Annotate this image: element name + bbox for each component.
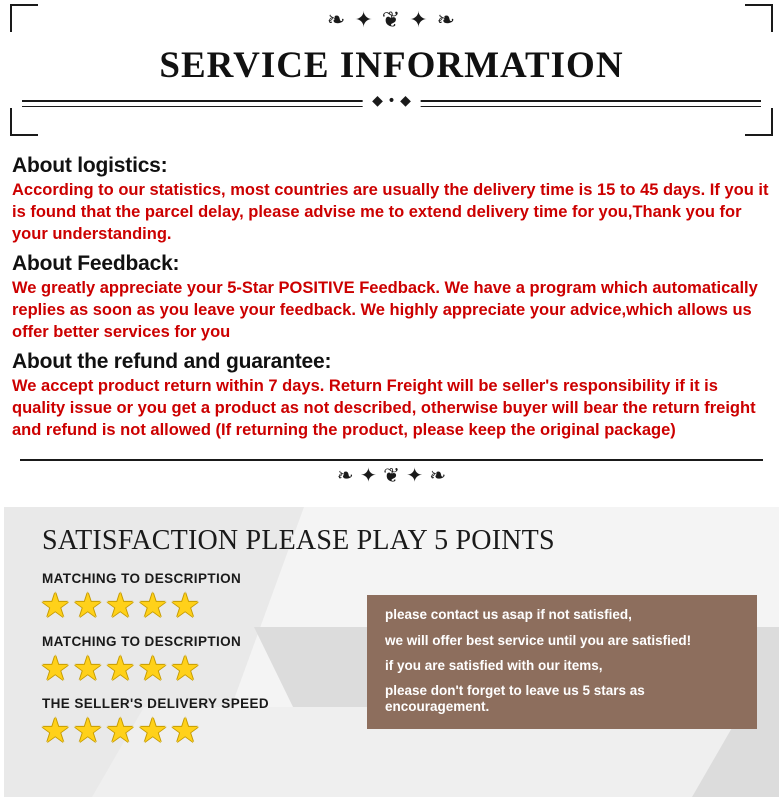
divider-flourish-icon: ❧ ✦ ❦ ✦ ❧ bbox=[336, 463, 447, 488]
corner-frame-top-left bbox=[10, 4, 38, 32]
rating-label-delivery-speed: THE SELLER'S DELIVERY SPEED bbox=[42, 695, 270, 711]
satisfaction-title: SATISFACTION PLEASE PLAY 5 POINTS bbox=[42, 525, 555, 557]
flourish-ornament-icon: ❧ ✦ ❦ ✦ ❧ bbox=[326, 8, 457, 33]
note-line-3: if you are satisfied with our items, bbox=[385, 657, 603, 673]
section-heading-logistics: About logistics: bbox=[12, 154, 168, 177]
section-heading-feedback: About Feedback: bbox=[12, 251, 180, 275]
section-body-logistics: According to our statistics, most countries are usually the delivery time is 15 to 45 days. If you it is found that the parcel delay, please advise me to extend delivery time for you,Thank you for your understanding. bbox=[12, 181, 769, 243]
divider-line bbox=[20, 459, 763, 461]
note-line-2: we will offer best service until you are satisfied! bbox=[385, 632, 692, 648]
corner-frame-top-right bbox=[745, 4, 773, 32]
header-rule bbox=[6, 89, 777, 115]
rating-stars-description-2: ★★★★★ bbox=[40, 648, 203, 689]
rating-label-description-2: MATCHING TO DESCRIPTION bbox=[42, 633, 242, 649]
contact-note-box bbox=[367, 595, 757, 729]
section-body-feedback: We greatly appreciate your 5-Star POSITIVE Feedback. We have a program which automatically replies as soon as you leave your feedback. We highly appreciate your advice,which allows us offer better services for you bbox=[12, 278, 758, 341]
note-line-4: please don't forget to leave us 5 stars as encouragement. bbox=[385, 683, 645, 715]
rating-stars-delivery-speed: ★★★★★ bbox=[40, 710, 203, 751]
diamond-ornament-icon: ◆ • ◆ bbox=[362, 93, 421, 109]
page-title: SERVICE INFORMATION bbox=[159, 45, 624, 86]
rating-label-description-1: MATCHING TO DESCRIPTION bbox=[42, 571, 242, 587]
header-block bbox=[6, 0, 777, 140]
content-area bbox=[0, 140, 783, 501]
rating-stars-description-1: ★★★★★ bbox=[40, 586, 203, 627]
note-line-1: please contact us asap if not satisfied, bbox=[385, 607, 632, 623]
section-body-refund: We accept product return within 7 days. Return Freight will be seller's responsibility if it is quality issue or you get a product as not described, otherwise buyer will bear the return freight and refund is not allowed (If returning the product, please keep the original package) bbox=[12, 376, 756, 439]
satisfaction-panel bbox=[4, 507, 779, 797]
section-heading-refund: About the refund and guarantee: bbox=[12, 349, 332, 373]
section-divider bbox=[12, 455, 771, 501]
